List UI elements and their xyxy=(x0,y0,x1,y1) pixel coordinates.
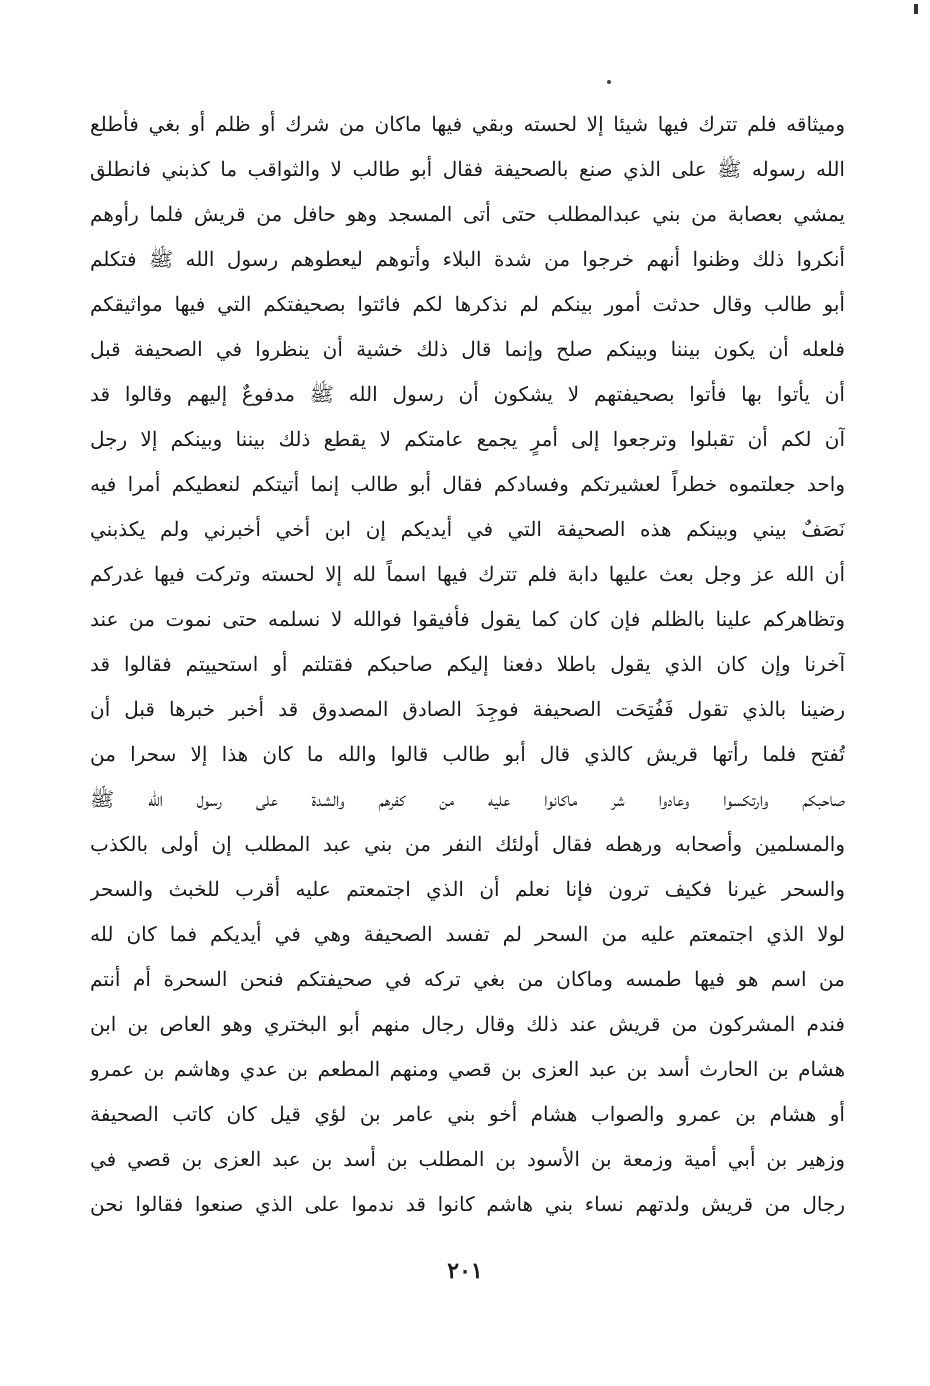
text-line-7: أن يأتوا بها فأتوا بصحيفتهم لا يشكون أن رسول الله ﷺ مدفوعٌ إليهم وقالوا قد xyxy=(90,382,845,406)
text-line-17: والمسلمين وأصحابه ورهطه فقال أولئك النفر من بني عبد المطلب إن أولى بالكذب xyxy=(90,832,845,856)
text-line-4: أنكروا ذلك وظنوا أنهم خرجوا من شدة البلاء وأتوهم ليعطوهم رسول الله ﷺ فتكلم xyxy=(90,247,845,271)
text-line-23: أو هشام بن عمرو والصواب هشام أخو بني عامر بن لؤي قيل كان كاتب الصحيفة xyxy=(90,1102,845,1126)
text-line-3: يمشي بعصابة من بني عبدالمطلب حتى أتى المسجد وهو حافل من قريش فلما رأوهم xyxy=(90,202,845,226)
text-line-25: رجال من قريش ولدتهم نساء بني هاشم كانوا قد ندموا على الذي صنعوا فقالوا نحن xyxy=(90,1192,845,1216)
page-number: ٢٠١ xyxy=(447,1258,483,1284)
text-line-14: رضينا بالذي تقول فَفُتِحَت الصحيفة فوجِدَ الصادق المصدوق قد أخبر خبرها قبل أن xyxy=(90,697,845,721)
text-line-24: وزهير بن أبي أمية وزمعة بن الأسود بن المطلب بن أسد بن عبد العزى بن قصي في xyxy=(90,1147,845,1171)
text-line-1: ومیثاقه فلم تترك فيها شيئا إلا لحسته وبقي فيها ماكان من شرك أو ظلم أو بغي فأطلع xyxy=(90,112,845,136)
text-line-19: لولا الذي اجتمعتم عليه من السحر لم تفسد الصحيفة وهي في أيديكم فما كان لله xyxy=(90,922,845,946)
text-line-15: تُفتح فلما رأتها قريش كالذي قال أبو طالب قالوا والله ما كان هذا إلا سحرا من xyxy=(90,742,845,766)
text-line-2: الله رسوله ﷺ على الذي صنع بالصحيفة فقال أبو طالب لا والثواقب ما كذبني فانطلق xyxy=(90,157,845,181)
text-line-16: صاحبكم وارتكسوا وعادوا شر ماكانوا عليه من كفرهم والشدة على رسول الله ﷺ xyxy=(90,787,845,811)
text-line-21: فندم المشركون من قريش عند ذلك وقال رجال منهم أبو البختري وهو العاص بن ابن xyxy=(90,1012,845,1036)
text-line-12: وتظاهركم علينا بالظلم فإن كان كما يقول فأفيقوا فوالله لا نسلمه حتى نموت من عند xyxy=(90,607,845,631)
text-line-11: أن الله عز وجل بعث عليها دابة فلم تترك فيها اسماً لله إلا لحسته وتركت فيها غدركم xyxy=(90,562,845,586)
text-line-8: آن لكم أن تقبلوا وترجعوا إلى أمرٍ يجمع عامتكم لا يقطع ذلك بيننا وبينكم إلا رجل xyxy=(90,427,845,451)
body-text xyxy=(90,102,845,1227)
text-line-20: من اسم هو فيها طمسه وماكان من بغي تركه في صحيفتكم فنحن السحرة أم أنتم xyxy=(90,967,845,991)
text-line-13: آخرنا وإن كان الذي يقول باطلا دفعنا إليكم صاحبكم فقتلتم أو استحييتم فقالوا قد xyxy=(90,652,845,676)
text-line-5: أبو طالب وقال حدثت أمور بينكم لم نذكرها لكم فائتوا بصحيفتكم التي فيها مواثيقكم xyxy=(90,292,845,316)
scan-corner-mark xyxy=(914,4,918,14)
text-line-22: هشام بن الحارث أسد بن عبد العزى بن قصي ومنهم المطعم بن عدي وهاشم بن عمرو xyxy=(90,1057,845,1081)
ink-dot xyxy=(607,80,611,84)
text-line-18: والسحر غيرنا فكيف ترون فإنا نعلم أن الذي اجتمعتم عليه أقرب للخبث والسحر xyxy=(90,877,845,901)
text-line-9: واحد جعلتموه خطراً لعشيرتكم وفسادكم فقال أبو طالب إنما أتيتكم لنعطيكم أمرا فيه xyxy=(90,472,845,496)
text-line-6: فلعله أن يكون بيننا وبينكم صلح وإنما قال ذلك خشية أن ينظروا في الصحيفة قبل xyxy=(90,337,845,361)
text-line-10: نَصَفٌ بيني وبينكم هذه الصحيفة التي في أيديكم إن ابن أخي أخبرني ولم يكذبني xyxy=(90,517,845,541)
